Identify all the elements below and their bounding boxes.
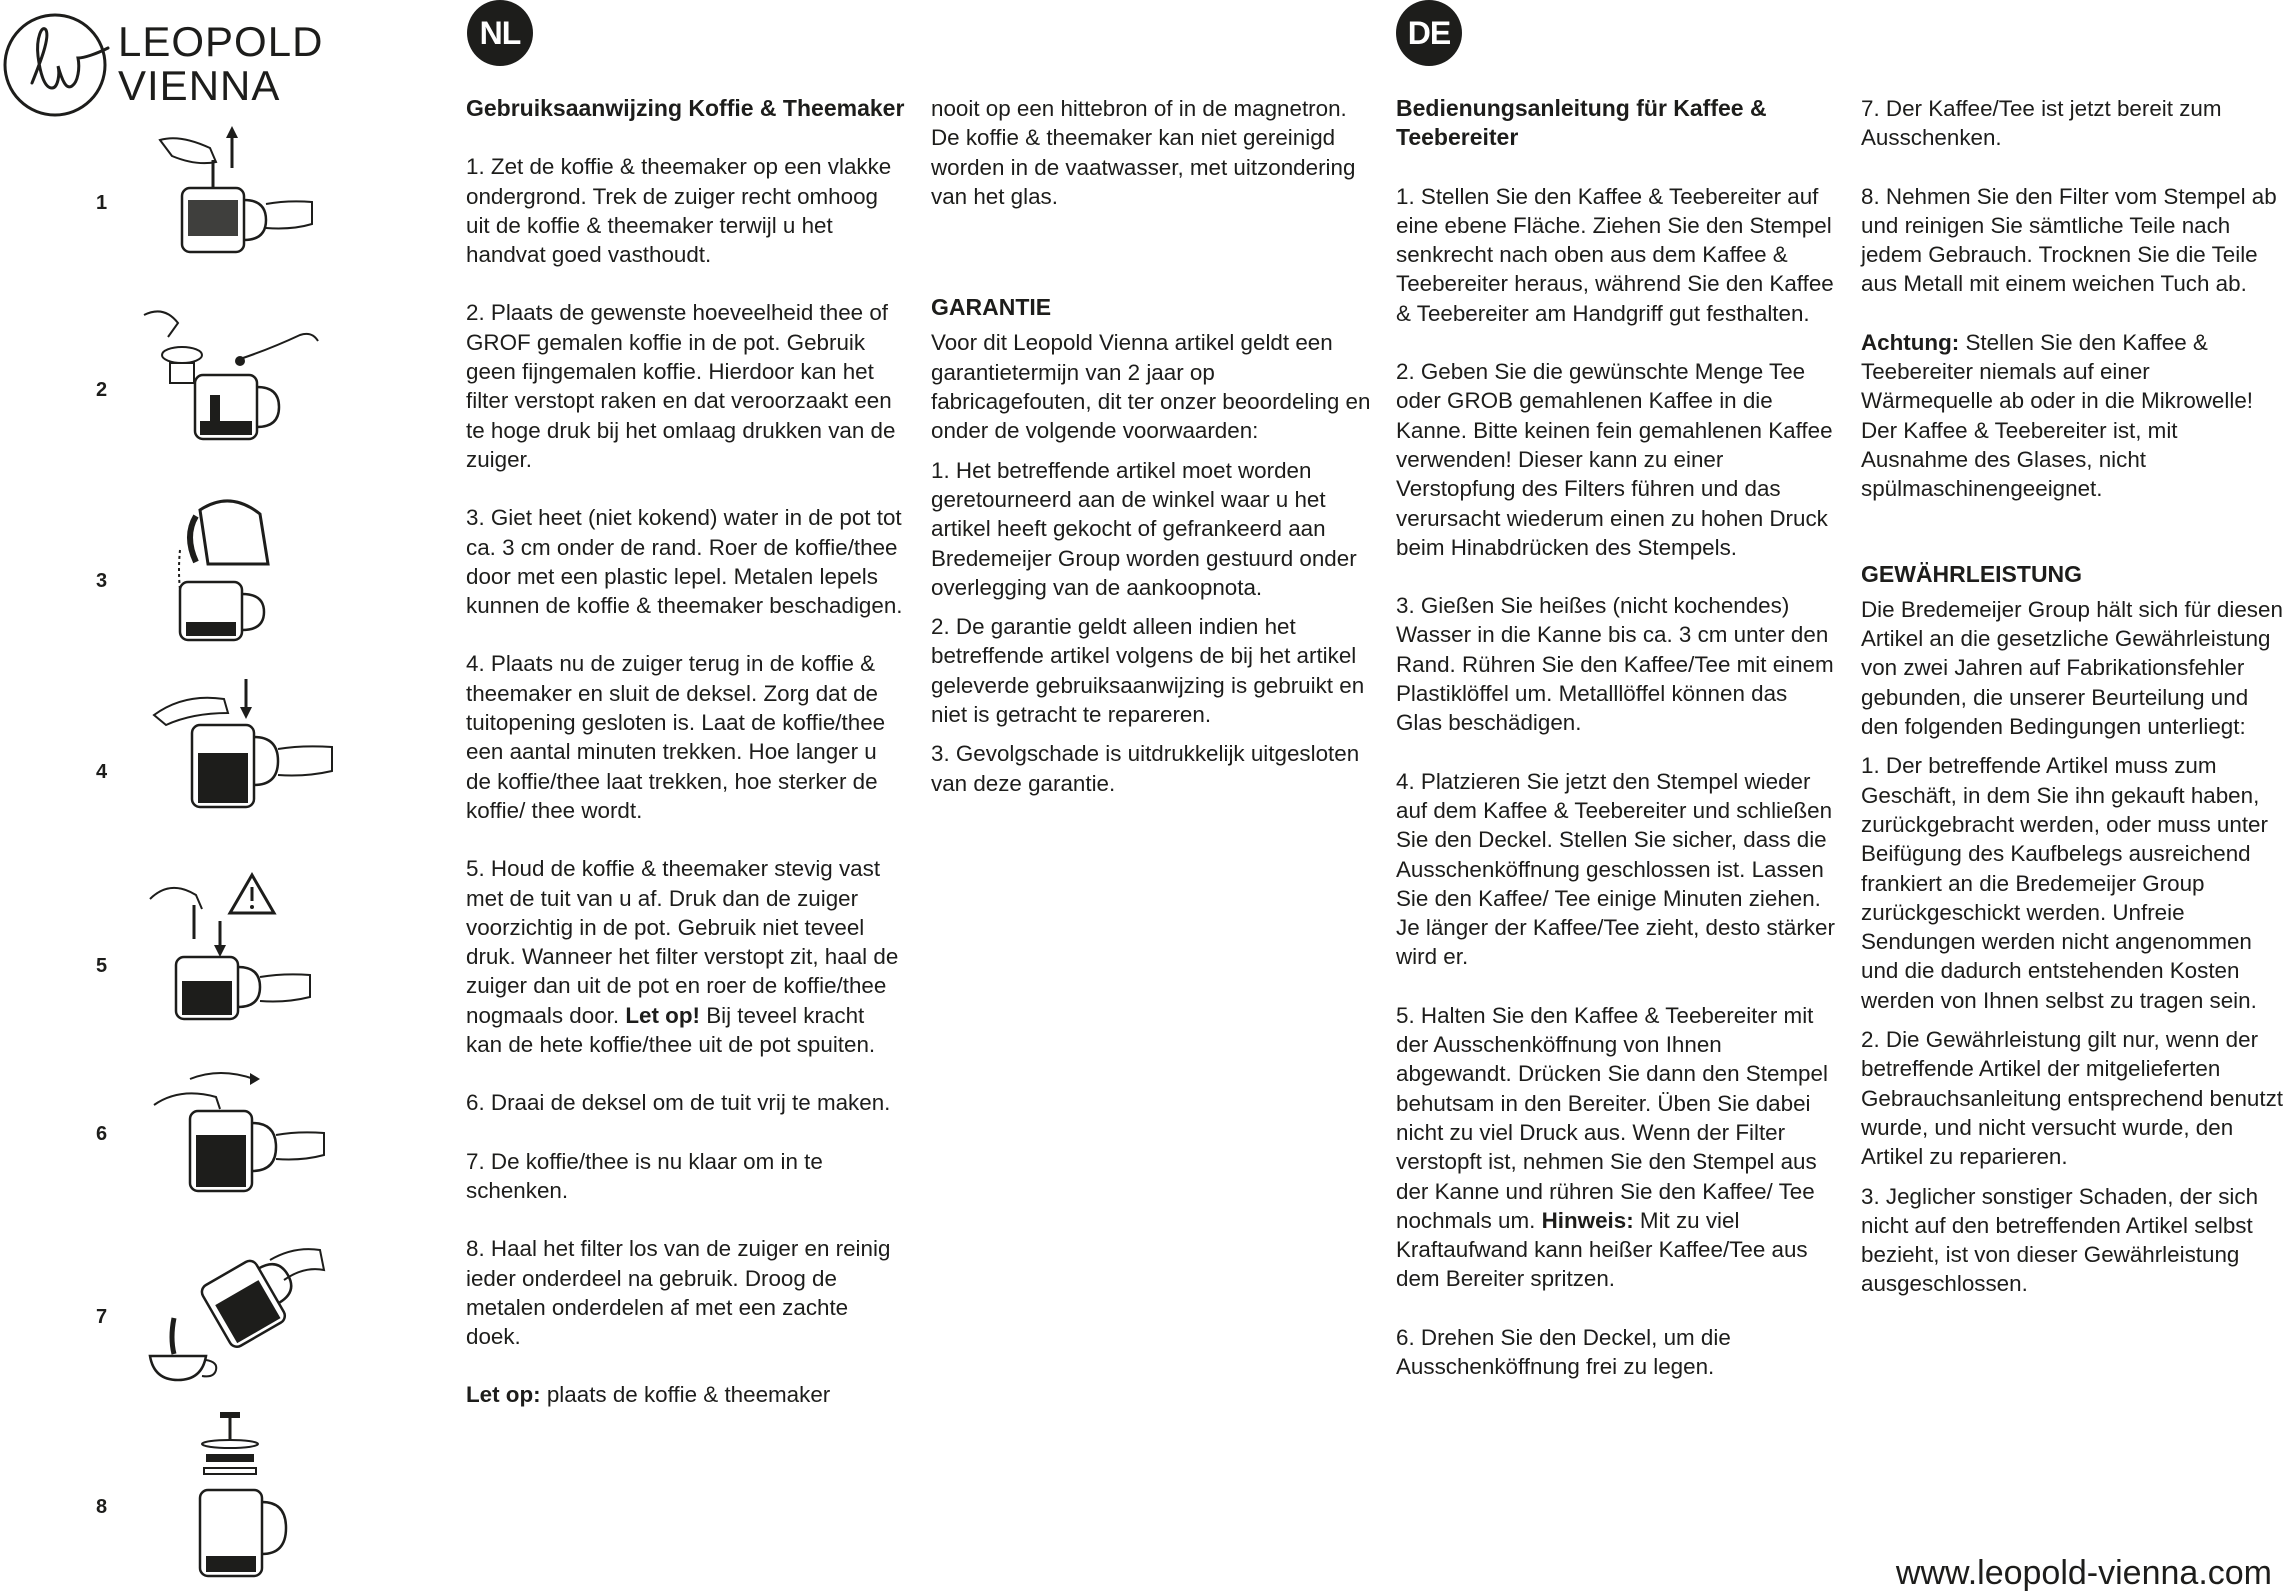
nl-step-5-warning: Let op! <box>625 1002 700 1028</box>
nl-title: Gebruiksaanwijzing Koffie & Theemaker <box>466 95 905 121</box>
de-title: Bedienungsanleitung für Kaffee & Teebereiter <box>1396 95 1767 151</box>
step-illustration-4 <box>0 675 450 845</box>
step-illustration-5 <box>0 865 450 1035</box>
step-illustration-3 <box>0 490 450 660</box>
nl-step-8: 8. Haal het filter los van de zuiger en reinig ieder onderdeel na gebruik. Droog de metalen onderdelen af met een zachte doek. <box>466 1236 891 1350</box>
step-illustration-6 <box>0 1055 450 1225</box>
nl-warranty-3: 3. Gevolgschade is uitdrukkelijk uitgesloten van deze garantie. <box>931 741 1360 796</box>
de-step-5-text-b: Mit zu viel Kraftaufwand kann heißer Kaffee/Tee aus dem Bereiter spritzen. <box>1396 1207 1808 1292</box>
nl-step-1: 1. Zet de koffie & theemaker op een vlakke ondergrond. Trek de zuiger recht omhoog uit de koffie & theemaker terwijl u het handvat goed vasthoudt. <box>466 154 892 268</box>
de-step-4: 4. Platzieren Sie jetzt den Stempel wieder auf dem Kaffee & Teebereiter und schließen Sie den Deckel. Stellen Sie sicher, dass die Ausschenköffnung geschlossen ist. Lassen Sie den Kaffee/ Tee einige Minuten ziehen. Je länger der Kaffee/Tee zieht, desto stärker wird er. <box>1396 768 1835 970</box>
nl-step-5-text-b: Bij teveel kracht kan de hete koffie/thee uit de pot spuiten. <box>466 1002 876 1058</box>
de-warranty-intro: Die Bredemeijer Group hält sich für diesen Artikel an die gesetzliche Gewährleistung von zwei Jahren auf Fabrikationsfehler gebunden, die unserer Beurteilung und den folgenden Bedingungen unterliegt: <box>1861 596 2283 740</box>
step-number: 4 <box>96 761 108 783</box>
nl-step-6: 6. Draai de deksel om de tuit vrij te maken. <box>466 1090 891 1116</box>
de-instructions-column <box>1396 94 1836 1410</box>
de-step-8: 8. Nehmen Sie den Filter vom Stempel ab und reinigen Sie sämtliche Teile nach jedem Gebrauch. Trocknen Sie die Teile aus Metall mit einem weichen Tuch ab. <box>1861 183 2277 297</box>
de-warranty-3: 3. Jeglicher sonstiger Schaden, der sich nicht auf den betreffenden Artikel selbst bezieht, ist von dieser Gewährleistung ausgeschlossen. <box>1861 1183 2259 1297</box>
brand-line-1: LEOPOLD <box>118 18 324 65</box>
language-badge-de: DE <box>1396 0 1462 66</box>
language-badge-nl: NL <box>467 0 533 66</box>
de-warranty-2: 2. Die Gewährleistung gilt nur, wenn der betreffende Artikel der mitgelieferten Gebrauchsanleitung entsprechend benutzt wurde, und nicht versucht wurde, den Artikel zu reparieren. <box>1861 1027 2283 1170</box>
step-number: 7 <box>96 1306 108 1328</box>
step-illustration-8 <box>0 1410 450 1580</box>
insert-plunger-icon <box>140 675 340 825</box>
nl-warranty-title: GARANTIE <box>931 294 1052 321</box>
step-illustration-2 <box>0 295 450 465</box>
nl-step-2: 2. Plaats de gewenste hoeveelheid thee of GROF gemalen koffie in de pot. Gebruik geen fijngemalen koffie. Hierdoor kan het filter verstopt raken en dat veroorzaakt een te hoge druk bij het omlaag drukken van de zuiger. <box>466 300 896 472</box>
nl-step-5-text: 5. Houd de koffie & theemaker stevig vast met de tuit van u af. Druk dan de zuiger voorzichtig in de pot. Gebruik niet teveel druk. Wanneer het filter verstopt zit, haal de zuiger dan uit de pot en roer de koffie/thee nogmaals door. <box>466 856 899 1028</box>
pull-plunger-icon <box>140 120 330 270</box>
nl-note <box>466 1380 906 1409</box>
pour-coffee-icon <box>140 1240 340 1390</box>
step-number: 1 <box>96 192 108 214</box>
step-illustrations <box>0 120 450 1590</box>
nl-step-7: 7. De koffie/thee is nu klaar om in te schenken. <box>466 1148 823 1203</box>
de-step-6: 6. Drehen Sie den Deckel, um die Ausschenköffnung frei zu legen. <box>1396 1324 1731 1379</box>
de-warranty-title: GEWÄHRLEISTUNG <box>1861 560 2083 587</box>
nl-warranty-2: 2. De garantie geldt alleen indien het betreffende artikel volgens de bij het artikel geleverde gebruiksaanwijzing is gebruikt en niet is getracht te repareren. <box>931 614 1365 728</box>
rotate-lid-icon <box>140 1055 340 1205</box>
nl-note-continued: nooit op een hittebron of in de magnetron. De koffie & theemaker kan niet gereinigd worden in de vaatwasser, met uitzondering van het glas. <box>931 96 1356 209</box>
brand-line-2: VIENNA <box>118 62 281 109</box>
nl-note-label: Let op: <box>466 1382 541 1408</box>
nl-step-4: 4. Plaats nu de zuiger terug in de koffie & theemaker en sluit de deksel. Zorg dat de tuitopening gesloten is. Laat de koffie/thee een aantal minuten trekken. Hoe langer u de koffie/thee laat trekken, hoe sterker de koffie/ thee wordt. <box>466 651 886 823</box>
de-step-2: 2. Geben Sie die gewünschte Menge Tee oder GROB gemahlenen Kaffee in die Kanne. Bitte keinen fein gemahlenen Kaffee verwenden! Dieser kann zu einer Verstopfung des Filters führen und das verursacht wiederum einen zu hohen Druck beim Hinabdrücken des Stempels. <box>1396 359 1833 560</box>
nl-instructions-column <box>466 94 906 1439</box>
de-step-7: 7. Der Kaffee/Tee ist jetzt bereit zum Ausschenken. <box>1861 96 2222 151</box>
press-plunger-icon <box>140 865 340 1025</box>
nl-note-text: plaats de koffie & theemaker <box>546 1382 831 1408</box>
de-step-5-text: 5. Halten Sie den Kaffee & Teebereiter mit der Ausschenköffnung von Ihnen abgewandt. Drücken Sie dann den Stempel behutsam in den Bereiter. Üben Sie dabei nicht zu viel Druck aus. Wenn der Filter verstopft ist, nehmen Sie den Stempel aus der Kanne und rühren Sie den Kaffee/ Tee nochmals um. <box>1396 1002 1828 1233</box>
de-warranty-1: 1. Der betreffende Artikel muss zum Geschäft, in dem Sie ihn gekauft haben, zurückgebracht werden, oder muss unter Beifügung des Kaufbelegs ausreichend frankiert an die Bredemeijer Group zurückgeschickt werden. Unfreie Sendungen werden nicht angenommen und die dadurch entstehenden Kosten werden von Ihnen selbst zu tragen sein. <box>1861 753 2268 1013</box>
step-illustration-1 <box>0 120 450 290</box>
step-number: 5 <box>96 955 108 977</box>
de-step-5 <box>1396 1001 1836 1294</box>
nl-warranty-1: 1. Het betreffende artikel moet worden geretourneerd aan de winkel waar u het artikel heeft gekocht of gefrankeerd aan Bredemeijer Group worden gestuurd onder overlegging van de aankoopnota. <box>931 457 1357 600</box>
website-link[interactable]: www.leopold-vienna.com <box>1895 1554 2272 1592</box>
nl-warranty-intro: Voor dit Leopold Vienna artikel geldt een garantietermijn van 2 jaar op fabricagefouten, dit ter onzer beoordeling en onder de volgende voorwaarden: <box>931 330 1371 444</box>
step-number: 6 <box>96 1123 108 1145</box>
de-note-text: Stellen Sie den Kaffee & Teebereiter niemals auf einer Wärmequelle ab oder in die Mikrowelle! Der Kaffee & Teebereiter ist, mit Ausnahme des Glases, nicht spülmaschinengeeignet. <box>1861 329 2254 502</box>
de-step-3: 3. Gießen Sie heißes (nicht kochendes) Wasser in die Kanne bis ca. 3 cm unter den Rand. Rühren Sie den Kaffee/Tee mit einem Plastiklöffel um. Metalllöffel können das Glas beschädigen. <box>1396 593 1834 736</box>
brand-wordmark <box>118 20 323 108</box>
de-warranty-column <box>1861 94 2286 1309</box>
clean-parts-icon <box>140 1410 340 1585</box>
pour-water-icon <box>140 490 330 650</box>
de-note <box>1861 328 2286 504</box>
nl-warranty-column <box>931 94 1371 808</box>
brand-logo <box>0 8 330 118</box>
nl-step-5 <box>466 854 906 1059</box>
lv-monogram-icon <box>0 8 115 118</box>
step-illustration-7 <box>0 1240 450 1410</box>
de-step-5-warning: Hinweis: <box>1541 1207 1634 1233</box>
add-coffee-icon <box>140 295 330 455</box>
step-number: 3 <box>96 570 108 592</box>
de-note-label: Achtung: <box>1861 329 1960 355</box>
step-number: 8 <box>96 1496 108 1518</box>
nl-step-3: 3. Giet heet (niet kokend) water in de pot tot ca. 3 cm onder de rand. Roer de koffie/thee door met een plastic lepel. Metalen lepels kunnen de koffie & theemaker beschadigen. <box>466 505 903 619</box>
step-number: 2 <box>96 379 108 401</box>
de-step-1: 1. Stellen Sie den Kaffee & Teebereiter auf eine ebene Fläche. Ziehen Sie den Stempel senkrecht nach oben aus dem Kaffee & Teebereiter heraus, während Sie den Kaffee & Teebereiter am Handgriff gut festhalten. <box>1396 183 1834 326</box>
